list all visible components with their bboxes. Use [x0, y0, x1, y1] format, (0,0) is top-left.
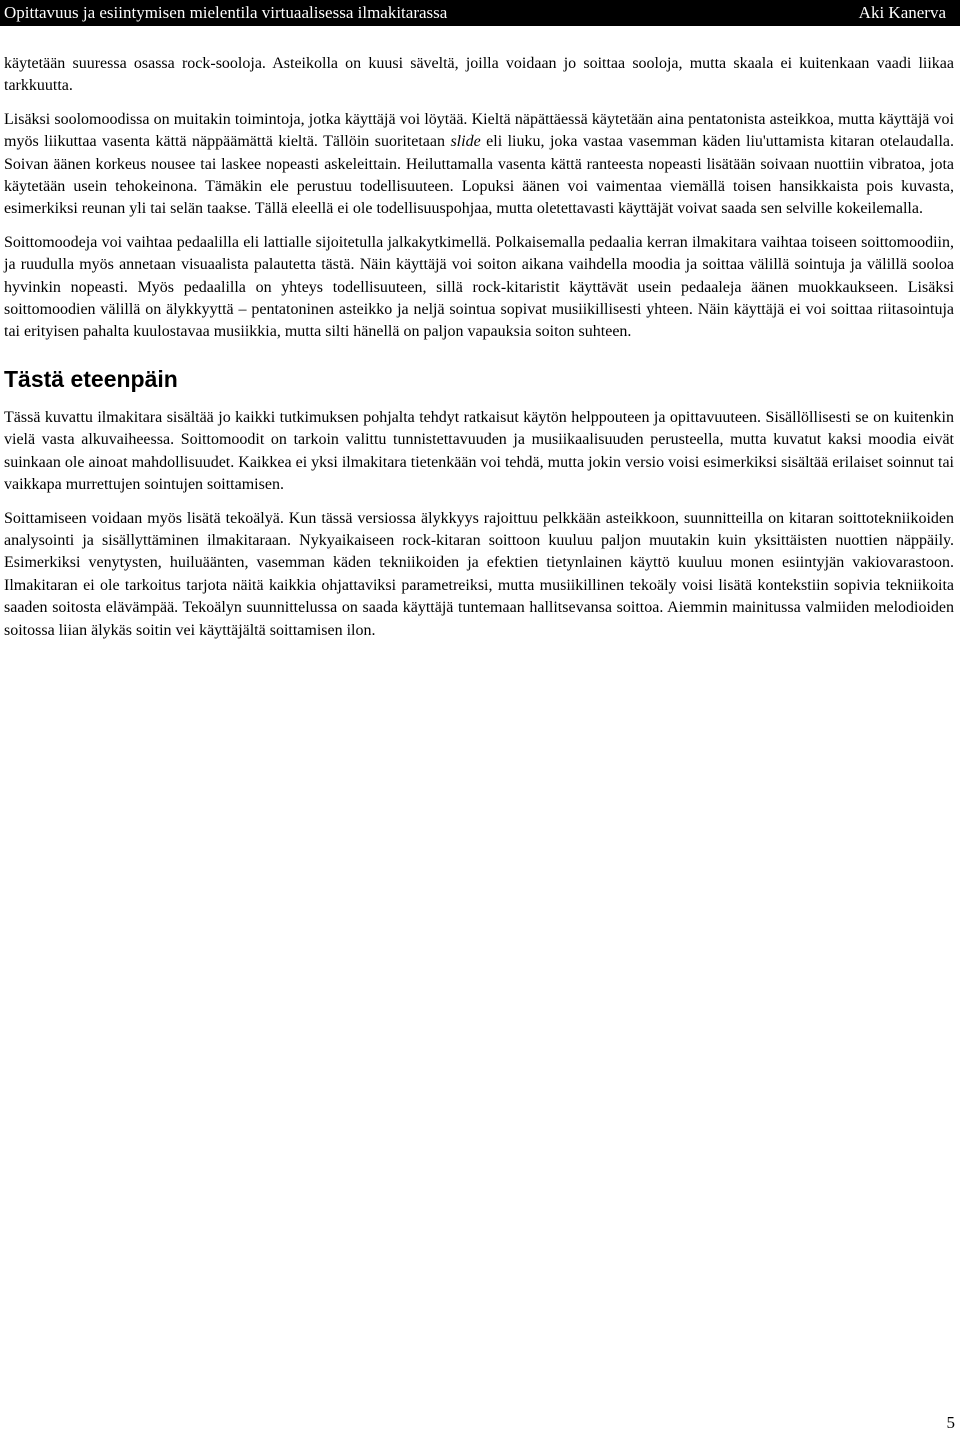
section-heading: Tästä eteenpäin — [4, 365, 178, 392]
paragraph-text: Lisäksi soolomoodissa on muitakin toimintoja, jotka käyttäjä voi löytää. Kieltä näpättäessä käytetään aina pentatonista asteikkoa, mutta käyttäjä voi myös liikuttaa vasenta kättä näppäämättä kieltä. Tällöin suoritetaan — [4, 110, 954, 151]
document-title: Opittavuus ja esiintymisen mielentila virtuaalisessa ilmakitarassa — [4, 3, 448, 22]
page-number: 5 — [946, 1413, 955, 1432]
paragraph: Soittamiseen voidaan myös lisätä tekoälyä. Kun tässä versiossa älykkyys rajoittuu pelkkään asteikkoon, suunnitteilla on kitaran soittotekniikoiden analysointi ja sisällyttäminen ilmakitaraan. Nykyaikaiseen rock-kitaran soittoon kuuluu paljon muutakin kuin yksittäisten nuottien näppäily. Esimerkiksi venytysten, huiluäänten, vasemman käden tekniikoiden ja efektien tietynlainen käyttö kuuluu monen esiintyjän vakiovarastoon. Ilmakitaran ei ole tarkoitus tarjota näitä kaikkia ohjattaviksi parametreiksi, mutta musiikillinen tekoäly voisi lisätä kontekstiin sopivia tekniikoita saaden soitosta elävämpää. Tekoälyn suunnittelussa on saada käyttäjä tuntemaan hallitsevansa soittoa. Aiemmin mainitussa valmiiden melodioiden soitossa liian älykäs soitin vei käyttäjältä soittamisen ilon. — [4, 509, 954, 639]
running-header — [0, 0, 960, 26]
paragraph — [4, 109, 954, 221]
paragraph-text: eli liuku, joka vastaa vasemman käden liu'uttamista kitaran otelaudalla. Soivan äänen korkeus nousee tai laskee nopeasti askeleittain. Heiluttamalla vasenta kättä ranteesta nopeasti lisätään soivaan nuottiin vibratoa, jota käytetään usein tehokeinona. Tämäkin ele perustuu todellisuuteen. Lopuksi äänen voi vaimentaa viemällä toisen hansikkaista pois kuvasta, esimerkiksi reunan yli tai selän taakse. Tällä eleellä ei ole todellisuuspohjaa, mutta oletettavasti käyttäjät voivat saada sen selville kokeilemalla. — [4, 133, 954, 218]
author-name: Aki Kanerva — [858, 3, 946, 22]
paragraph: Soittomoodeja voi vaihtaa pedaalilla eli lattialle sijoitetulla jalkakytkimellä. Polkaisemalla pedaalia kerran ilmakitara vaihtaa toiseen soittomoodiin, ja ruudulla myös annetaan visuaalista palautetta tästä. Näin käyttäjä voi soiton aikana vaihdella moodia ja soittaa välillä sointuja ja välillä sooloa hyvinkin nopeasti. Myös pedaalilla on yhteys todellisuuteen, sillä rock-kitaristit käyttävät usein pedaaleja äänen muokkaukseen. Lisäksi soittomoodien välillä on älykkyyttä – pentatoninen asteikko ja neljä sointua sopivat musiikillisesti yhteen. Näin käyttäjä ei voi soittaa riitasointuja tai erityisen pahalta kuulostavaa musiikkia, mutta silti hänellä on paljon vapauksia soiton suhteen. — [4, 233, 954, 341]
page-content — [4, 53, 954, 653]
paragraph: Tässä kuvattu ilmakitara sisältää jo kaikki tutkimuksen pohjalta tehdyt ratkaisut käytön helppouteen ja opittavuuteen. Sisällöllisesti se on kuitenkin vielä vasta alkuvaiheessa. Soittomoodit on tarkoin valittu tunnistettavuuden ja musiikaalisuuden perusteella, mutta kuvatut kaksi moodia eivät suinkaan ole ainoat mahdollisuudet. Kaikkea ei yksi ilmakitara tietenkään voi tehdä, mutta jokin versio voisi esimerkiksi sisältää erilaiset soinnut tai vaikkapa murrettujen sointujen soittamisen. — [4, 408, 954, 494]
paragraph: käytetään suuressa osassa rock-sooloja. Asteikolla on kuusi säveltä, joilla voidaan jo soittaa sooloja, mutta skaala ei kuitenkaan vaadi liikaa tarkkuutta. — [4, 55, 954, 95]
emphasized-term: slide — [450, 133, 481, 151]
